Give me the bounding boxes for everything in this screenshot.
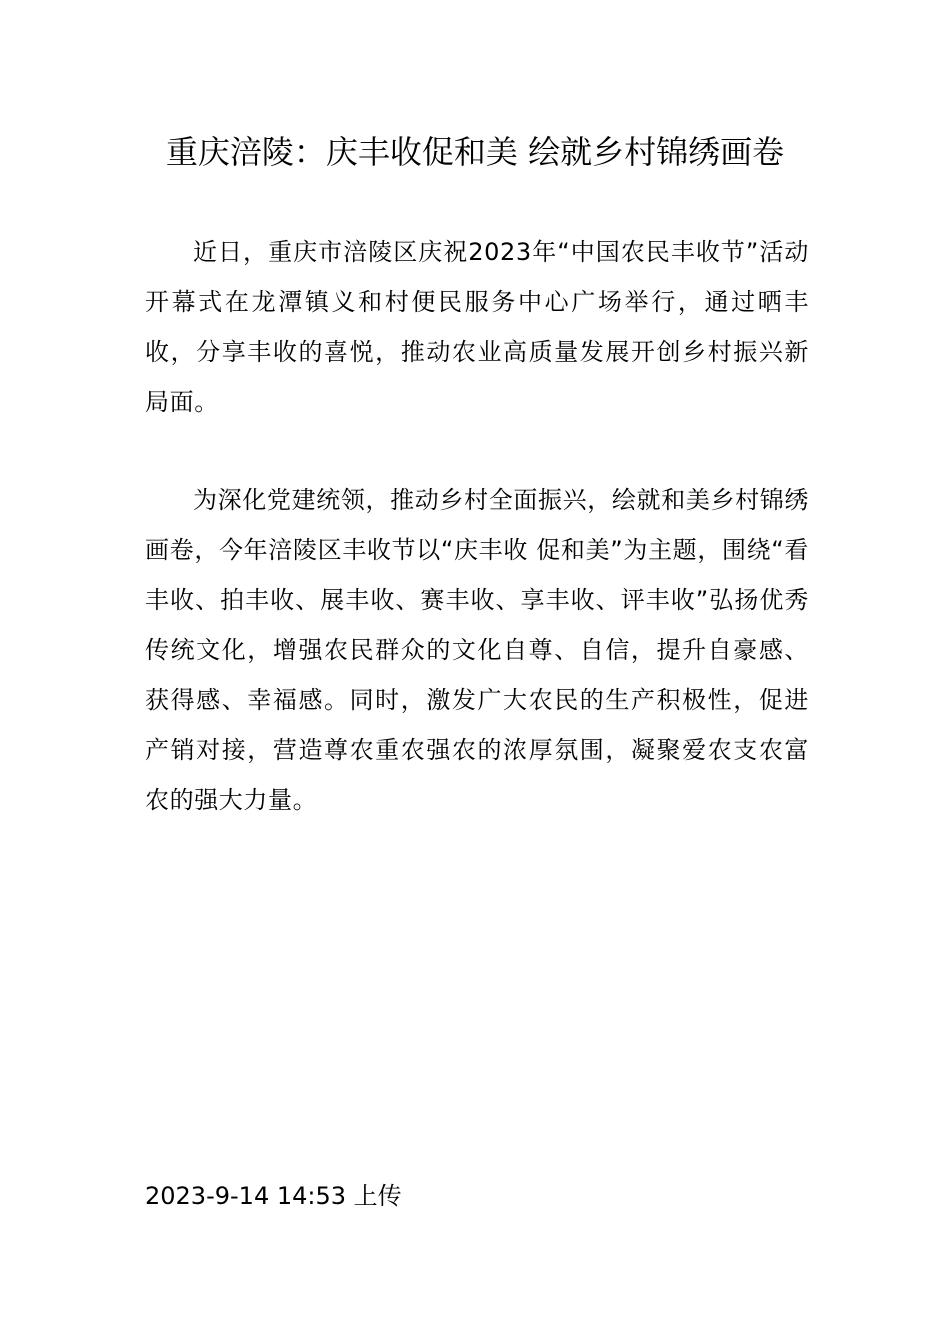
article-title: 重庆涪陵：庆丰收促和美 绘就乡村锦绣画卷 bbox=[165, 133, 785, 171]
article-paragraph-1: 近日，重庆市涪陵区庆祝2023年“中国农民丰收节”活动开幕式在龙潭镇义和村便民服务中心广场举行，通过晒丰收，分享丰收的喜悦，推动农业高质量发展开创乡村振兴新局面。 bbox=[145, 238, 809, 416]
article-paragraph-2: 为深化党建统领，推动乡村全面振兴，绘就和美乡村锦绣画卷，今年涪陵区丰收节以“庆丰收 促和美”为主题，围绕“看丰收、拍丰收、展丰收、赛丰收、享丰收、评丰收”弘扬优秀传统文化，增强农民群众的文化自尊、自信，提升自豪感、获得感、幸福感。同时，激发广大农民的生产积极性，促进产销对接，营造尊农重农强农的浓厚氛围，凝聚爱农支农富农的强大力量。 bbox=[145, 486, 809, 814]
upload-timestamp: 2023-9-14 14:53 上传 bbox=[145, 1182, 402, 1210]
